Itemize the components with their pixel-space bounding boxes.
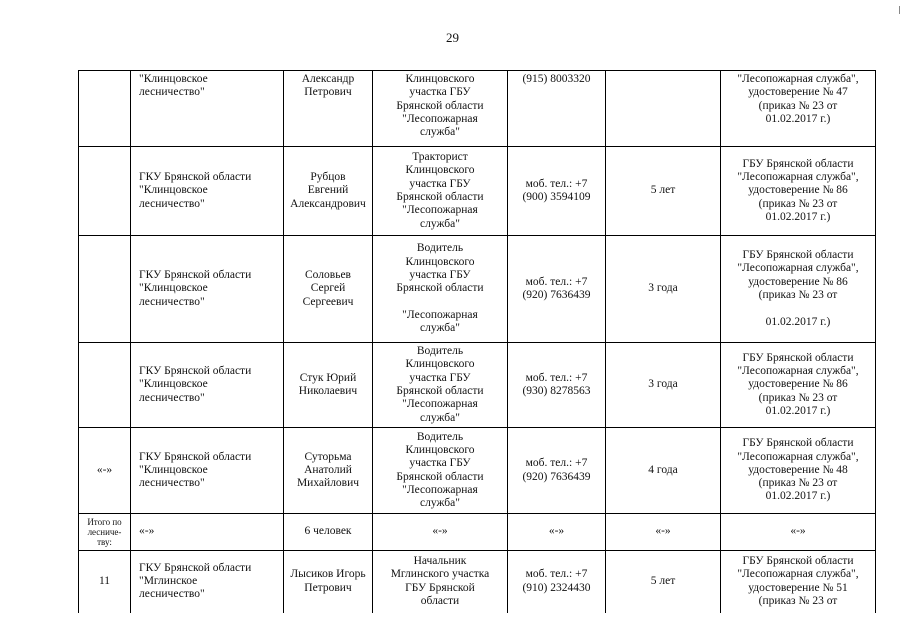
cell-line: Соловьев	[305, 269, 351, 282]
table-row	[79, 71, 876, 147]
cell-forestry	[131, 343, 284, 428]
cell-line: Водитель	[416, 430, 464, 443]
cell-line	[103, 378, 106, 390]
cell-forestry	[131, 428, 284, 514]
cell-line: Клинцовского	[405, 164, 475, 177]
cell-person-name	[284, 551, 373, 613]
cell-line: "Мглинское	[139, 575, 198, 588]
cell-line: (приказ № 23 от	[758, 197, 838, 210]
cell-position	[373, 514, 508, 551]
edge-mark	[899, 6, 900, 14]
cell-line: Брянской области	[396, 191, 484, 203]
cell-line: Петрович	[304, 86, 352, 99]
cell-person-name	[284, 343, 373, 428]
page-number: 29	[446, 30, 459, 45]
cell-line: «-»	[432, 525, 448, 538]
cell-line: участка ГБУ	[409, 177, 471, 190]
cell-line: 3 года	[648, 282, 678, 295]
cell-line: 01.02.2017 г.)	[765, 404, 831, 417]
table-row	[79, 343, 876, 428]
cell-certificate	[721, 236, 876, 343]
cell-line: моб. тел.: +7	[525, 177, 588, 190]
cell-line: Брянской области	[396, 99, 484, 112]
cell-phone	[508, 428, 606, 514]
cell-line	[103, 184, 106, 196]
cell-position	[373, 428, 508, 514]
cell-experience	[606, 343, 721, 428]
cell-line: Брянской области	[396, 385, 484, 397]
cell-line: (930) 8278563	[522, 385, 591, 397]
cell-line: моб. тел.: +7	[525, 568, 588, 581]
cell-certificate	[721, 514, 876, 551]
cell-line: Александр	[301, 73, 355, 85]
cell-line: Рубцов	[310, 171, 346, 184]
cell-line: "Лесопожарная служба",	[737, 171, 859, 184]
cell-line: (приказ № 23 от	[758, 595, 838, 608]
cell-line: служба"	[420, 322, 460, 335]
cell-line: «-»	[655, 525, 671, 538]
cell-line: 01.02.2017 г.)	[765, 490, 831, 503]
cell-line: лесничество"	[139, 295, 205, 308]
cell-line: лесничество"	[139, 197, 205, 210]
cell-phone	[508, 343, 606, 428]
cell-certificate	[721, 551, 876, 613]
cell-forestry	[131, 236, 284, 343]
cell-line: участка ГБУ	[409, 457, 471, 470]
cell-line: 01.02.2017 г.)	[765, 112, 831, 125]
cell-number	[79, 514, 131, 551]
cell-line: (910) 2324430	[522, 581, 591, 594]
cell-line: Лысиков Игорь	[290, 568, 366, 581]
cell-line: Стук Юрий	[299, 371, 357, 384]
cell-line: служба"	[420, 217, 460, 230]
cell-line: (приказ № 23 от	[758, 477, 838, 490]
cell-line: лесничество"	[139, 86, 205, 99]
cell-number	[79, 147, 131, 236]
cell-line: Анатолий	[304, 463, 352, 476]
cell-line: "Лесопожарная служба",	[737, 73, 859, 85]
cell-line: Клинцовского	[405, 255, 475, 268]
cell-line: моб. тел.: +7	[525, 371, 588, 384]
cell-line: моб. тел.: +7	[525, 457, 588, 470]
cell-line: "Лесопожарная	[402, 112, 478, 125]
table-row	[79, 428, 876, 514]
cell-line: моб. тел.: +7	[525, 275, 588, 288]
cell-forestry	[131, 551, 284, 613]
cell-number	[79, 343, 131, 428]
cell-line: (920) 7636439	[522, 470, 591, 483]
cell-line: (приказ № 23 от	[758, 391, 838, 404]
cell-line: "Лесопожарная служба",	[737, 568, 859, 581]
cell-line: "Лесопожарная служба",	[737, 450, 859, 463]
cell-person-name	[284, 236, 373, 343]
cell-line: ГКУ Брянской области	[139, 171, 252, 184]
cell-phone	[508, 514, 606, 551]
cell-phone	[508, 71, 606, 147]
cell-line: служба"	[420, 497, 460, 510]
cell-line: ГБУ Брянской области	[742, 555, 854, 568]
cell-person-name	[284, 147, 373, 236]
table-row	[79, 551, 876, 613]
cell-line: ГБУ Брянской области	[742, 437, 854, 450]
cell-line: тву:	[97, 537, 112, 547]
cell-person-name	[284, 71, 373, 147]
cell-line: (900) 3594109	[522, 191, 591, 203]
cell-number	[79, 236, 131, 343]
cell-line: "Клинцовское	[139, 463, 208, 476]
cell-line: Итого по	[87, 517, 122, 527]
cell-line: 5 лет	[650, 575, 676, 588]
cell-line: Клинцовского	[405, 443, 475, 456]
cell-line: (915) 8003320	[522, 73, 591, 85]
cell-number	[79, 428, 131, 514]
cell-line: "Лесопожарная служба",	[737, 262, 859, 275]
cell-line: ГКУ Брянской области	[139, 269, 252, 282]
cell-certificate	[721, 428, 876, 514]
cell-line: 3 года	[648, 378, 678, 391]
cell-experience	[606, 551, 721, 613]
cell-line: ГБУ Брянской области	[742, 249, 854, 262]
cell-line: "Клинцовское	[139, 378, 208, 391]
cell-line: 01.02.2017 г.)	[765, 315, 831, 328]
cell-experience	[606, 147, 721, 236]
cell-line: удостоверение № 86	[748, 275, 848, 288]
cell-line: лесниче-	[87, 527, 122, 537]
cell-position	[373, 147, 508, 236]
cell-number	[79, 71, 131, 147]
cell-line: 4 года	[648, 463, 678, 476]
cell-line: 5 лет	[650, 184, 676, 197]
cell-line: удостоверение № 86	[748, 184, 848, 197]
cell-position	[373, 71, 508, 147]
cell-line: Клинцовского	[405, 358, 475, 371]
cell-line: ГКУ Брянской области	[139, 365, 252, 378]
cell-line: ГКУ Брянской области	[139, 450, 252, 463]
cell-experience	[606, 236, 721, 343]
cell-line: лесничество"	[139, 391, 205, 404]
cell-forestry	[131, 71, 284, 147]
cell-line: участка ГБУ	[409, 86, 471, 99]
cell-line: "Лесопожарная служба",	[737, 365, 859, 378]
cell-line: Николаевич	[298, 385, 358, 397]
cell-number	[79, 551, 131, 613]
cell-line: лесничество"	[139, 588, 205, 601]
cell-forestry	[131, 514, 284, 551]
cell-line: "Лесопожарная	[402, 483, 478, 496]
cell-person-name	[284, 428, 373, 514]
cell-line: Водитель	[416, 242, 464, 255]
cell-line: Сергей	[310, 282, 346, 295]
cell-phone	[508, 147, 606, 236]
cell-line: "Лесопожарная	[402, 204, 478, 217]
cell-line: Мглинского участка	[390, 568, 490, 581]
table-row	[79, 147, 876, 236]
cell-line	[103, 73, 106, 85]
cell-line: удостоверение № 86	[748, 378, 848, 391]
cell-line: ГКУ Брянской области	[139, 561, 252, 574]
cell-line: служба"	[420, 411, 460, 424]
cell-line	[103, 282, 106, 294]
cell-line: ГБУ Брянской области	[742, 157, 854, 170]
cell-line: удостоверение № 48	[748, 463, 848, 476]
cell-line: Суторьма	[304, 450, 352, 463]
personnel-table	[78, 70, 876, 613]
table-row	[79, 236, 876, 343]
cell-line: области	[420, 595, 460, 608]
cell-line: служба"	[420, 126, 460, 139]
cell-line: Брянской области	[396, 282, 484, 295]
cell-line: ГБУ Брянской	[405, 581, 475, 594]
cell-line: Евгений	[307, 184, 349, 197]
cell-phone	[508, 236, 606, 343]
table-row	[79, 514, 876, 551]
cell-line: «-»	[548, 525, 565, 538]
cell-line: "Клинцовское	[139, 184, 208, 197]
cell-certificate	[721, 71, 876, 147]
cell-line: удостоверение № 51	[748, 581, 848, 594]
cell-line: лесничество"	[139, 477, 205, 490]
cell-line: "Лесопожарная	[402, 398, 478, 411]
cell-line: "Лесопожарная	[402, 308, 478, 321]
cell-line: "Клинцовское	[139, 282, 208, 295]
cell-forestry	[131, 147, 284, 236]
cell-line: Тракторист	[412, 151, 468, 164]
cell-line: Петрович	[304, 581, 352, 594]
cell-line: ГБУ Брянской области	[742, 351, 854, 364]
cell-line: Водитель	[416, 345, 464, 358]
cell-line: «-»	[790, 525, 806, 538]
cell-line	[797, 302, 800, 314]
cell-line: участка ГБУ	[409, 269, 471, 282]
cell-position	[373, 343, 508, 428]
cell-line: (приказ № 23 от	[758, 289, 838, 301]
cell-phone	[508, 551, 606, 613]
cell-position	[373, 551, 508, 613]
cell-line: Александрович	[290, 197, 366, 210]
cell-line: 01.02.2017 г.)	[765, 210, 831, 223]
cell-line	[662, 73, 665, 85]
cell-line: «-»	[139, 525, 155, 538]
cell-line: Брянской области	[396, 470, 484, 483]
cell-line: Начальник	[413, 555, 467, 568]
cell-line: (приказ № 23 от	[758, 99, 838, 112]
cell-person-name	[284, 514, 373, 551]
cell-line	[439, 296, 442, 308]
cell-position	[373, 236, 508, 343]
cell-experience	[606, 514, 721, 551]
cell-line: удостоверение № 47	[748, 86, 848, 99]
cell-line: 6 человек	[304, 525, 352, 538]
cell-line: (920) 7636439	[522, 289, 591, 301]
cell-experience	[606, 71, 721, 147]
cell-line: участка ГБУ	[409, 371, 471, 384]
cell-line: 11	[98, 575, 111, 588]
cell-certificate	[721, 343, 876, 428]
cell-line: «-»	[96, 463, 113, 476]
cell-line: "Клинцовское	[139, 73, 208, 85]
cell-line: Клинцовского	[405, 73, 475, 85]
cell-certificate	[721, 147, 876, 236]
cell-line: Михайлович	[296, 477, 360, 490]
cell-line: Сергеевич	[302, 295, 354, 308]
cell-experience	[606, 428, 721, 514]
